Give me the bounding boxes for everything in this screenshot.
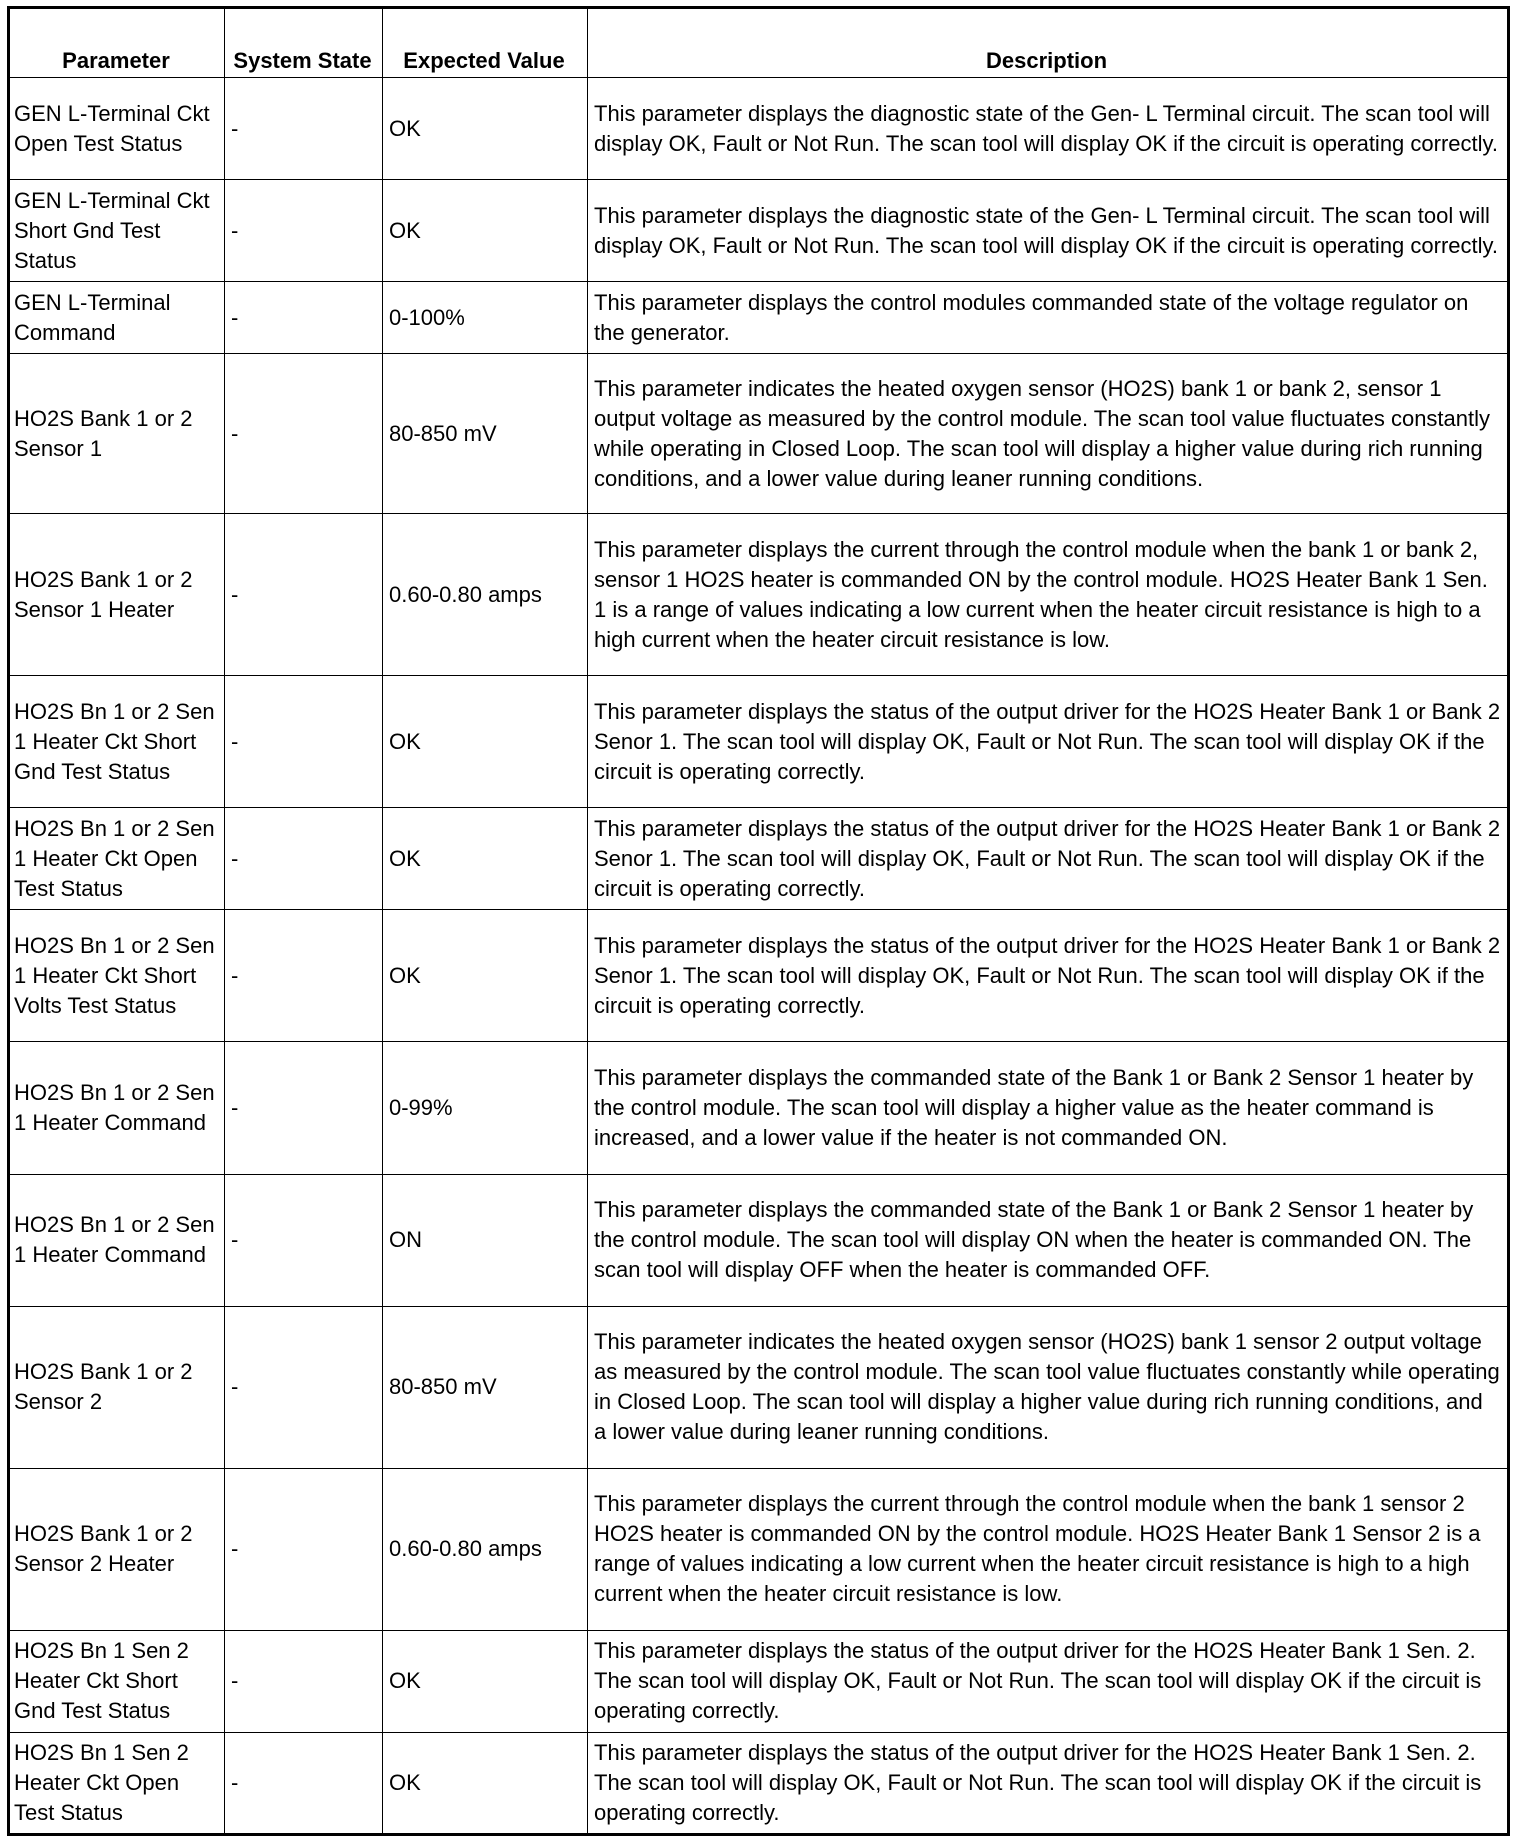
system-state: - — [225, 1306, 383, 1468]
description: This parameter displays the commanded state of the Bank 1 or Bank 2 Sensor 1 heater by the control module. The scan tool will display a higher value as the heater command is increased, and a lower value if the heater is not commanded ON. — [588, 1042, 1509, 1174]
parameter-name: GEN L-Terminal Command — [9, 282, 225, 354]
table-row — [9, 282, 1509, 354]
table-row — [9, 1306, 1509, 1468]
table-row — [9, 1732, 1509, 1834]
expected-value: OK — [383, 808, 588, 910]
table-row — [9, 78, 1509, 180]
table-row — [9, 1042, 1509, 1174]
table-row — [9, 808, 1509, 910]
system-state: - — [225, 910, 383, 1042]
system-state: - — [225, 1468, 383, 1630]
table-row — [9, 1468, 1509, 1630]
expected-value: OK — [383, 78, 588, 180]
parameter-name: GEN L-Terminal Ckt Short Gnd Test Status — [9, 180, 225, 282]
description: This parameter displays the diagnostic state of the Gen- L Terminal circuit. The scan tool will display OK, Fault or Not Run. The scan tool will display OK if the circuit is operating correctly. — [588, 78, 1509, 180]
description: This parameter displays the control modules commanded state of the voltage regulator on the generator. — [588, 282, 1509, 354]
parameter-name: HO2S Bank 1 or 2 Sensor 1 — [9, 354, 225, 514]
header-description: Description — [588, 8, 1509, 78]
system-state: - — [225, 180, 383, 282]
description: This parameter indicates the heated oxygen sensor (HO2S) bank 1 sensor 2 output voltage as measured by the control module. The scan tool value fluctuates constantly while operating in Closed Loop. The scan tool will display a higher value during rich running conditions, and a lower value during leaner running conditions. — [588, 1306, 1509, 1468]
table-row — [9, 354, 1509, 514]
expected-value: OK — [383, 910, 588, 1042]
system-state: - — [225, 1630, 383, 1732]
header-parameter: Parameter — [9, 8, 225, 78]
parameter-name: HO2S Bn 1 or 2 Sen 1 Heater Command — [9, 1042, 225, 1174]
parameter-table — [7, 6, 1510, 1836]
expected-value: 80-850 mV — [383, 354, 588, 514]
parameter-name: GEN L-Terminal Ckt Open Test Status — [9, 78, 225, 180]
parameter-name: HO2S Bn 1 or 2 Sen 1 Heater Ckt Short Volts Test Status — [9, 910, 225, 1042]
system-state: - — [225, 282, 383, 354]
description: This parameter displays the current through the control module when the bank 1 or bank 2, sensor 1 HO2S heater is commanded ON by the control module. HO2S Heater Bank 1 Sen. 1 is a range of values indicating a low current when the heater circuit resistance is high to a high current when the heater circuit resistance is low. — [588, 514, 1509, 676]
expected-value: OK — [383, 180, 588, 282]
expected-value: OK — [383, 676, 588, 808]
parameter-name: HO2S Bn 1 Sen 2 Heater Ckt Open Test Status — [9, 1732, 225, 1834]
expected-value: 0-100% — [383, 282, 588, 354]
parameter-name: HO2S Bn 1 or 2 Sen 1 Heater Ckt Short Gnd Test Status — [9, 676, 225, 808]
parameter-name: HO2S Bn 1 or 2 Sen 1 Heater Ckt Open Test Status — [9, 808, 225, 910]
header-expected-value: Expected Value — [383, 8, 588, 78]
description: This parameter displays the current through the control module when the bank 1 sensor 2 HO2S heater is commanded ON by the control module. HO2S Heater Bank 1 Sensor 2 is a range of values indicating a low current when the heater circuit resistance is high to a high current when the heater circuit resistance is low. — [588, 1468, 1509, 1630]
table-row — [9, 1174, 1509, 1306]
description: This parameter displays the status of the output driver for the HO2S Heater Bank 1 Sen. 2. The scan tool will display OK, Fault or Not Run. The scan tool will display OK if the circuit is operating correctly. — [588, 1732, 1509, 1834]
system-state: - — [225, 808, 383, 910]
parameter-name: HO2S Bank 1 or 2 Sensor 2 — [9, 1306, 225, 1468]
description: This parameter displays the commanded state of the Bank 1 or Bank 2 Sensor 1 heater by the control module. The scan tool will display ON when the heater is commanded ON. The scan tool will display OFF when the heater is commanded OFF. — [588, 1174, 1509, 1306]
table-row — [9, 180, 1509, 282]
system-state: - — [225, 676, 383, 808]
expected-value: 0.60-0.80 amps — [383, 1468, 588, 1630]
expected-value: OK — [383, 1630, 588, 1732]
description: This parameter displays the diagnostic state of the Gen- L Terminal circuit. The scan tool will display OK, Fault or Not Run. The scan tool will display OK if the circuit is operating correctly. — [588, 180, 1509, 282]
system-state: - — [225, 1042, 383, 1174]
parameter-name: HO2S Bn 1 Sen 2 Heater Ckt Short Gnd Test Status — [9, 1630, 225, 1732]
table-row — [9, 514, 1509, 676]
expected-value: 80-850 mV — [383, 1306, 588, 1468]
table-row — [9, 676, 1509, 808]
system-state: - — [225, 354, 383, 514]
table-row — [9, 1630, 1509, 1732]
parameter-name: HO2S Bank 1 or 2 Sensor 2 Heater — [9, 1468, 225, 1630]
expected-value: 0.60-0.80 amps — [383, 514, 588, 676]
description: This parameter displays the status of the output driver for the HO2S Heater Bank 1 or Bank 2 Senor 1. The scan tool will display OK, Fault or Not Run. The scan tool will display OK if the circuit is operating correctly. — [588, 676, 1509, 808]
description: This parameter indicates the heated oxygen sensor (HO2S) bank 1 or bank 2, sensor 1 output voltage as measured by the control module. The scan tool value fluctuates constantly while operating in Closed Loop. The scan tool will display a higher value during rich running conditions, and a lower value during leaner running conditions. — [588, 354, 1509, 514]
expected-value: ON — [383, 1174, 588, 1306]
description: This parameter displays the status of the output driver for the HO2S Heater Bank 1 or Bank 2 Senor 1. The scan tool will display OK, Fault or Not Run. The scan tool will display OK if the circuit is operating correctly. — [588, 910, 1509, 1042]
table-row — [9, 910, 1509, 1042]
system-state: - — [225, 514, 383, 676]
header-system-state: System State — [225, 8, 383, 78]
description: This parameter displays the status of the output driver for the HO2S Heater Bank 1 or Bank 2 Senor 1. The scan tool will display OK, Fault or Not Run. The scan tool will display OK if the circuit is operating correctly. — [588, 808, 1509, 910]
system-state: - — [225, 1174, 383, 1306]
system-state: - — [225, 1732, 383, 1834]
description: This parameter displays the status of the output driver for the HO2S Heater Bank 1 Sen. 2. The scan tool will display OK, Fault or Not Run. The scan tool will display OK if the circuit is operating correctly. — [588, 1630, 1509, 1732]
system-state: - — [225, 78, 383, 180]
parameter-name: HO2S Bank 1 or 2 Sensor 1 Heater — [9, 514, 225, 676]
parameter-name: HO2S Bn 1 or 2 Sen 1 Heater Command — [9, 1174, 225, 1306]
expected-value: 0-99% — [383, 1042, 588, 1174]
expected-value: OK — [383, 1732, 588, 1834]
header-row — [9, 8, 1509, 78]
